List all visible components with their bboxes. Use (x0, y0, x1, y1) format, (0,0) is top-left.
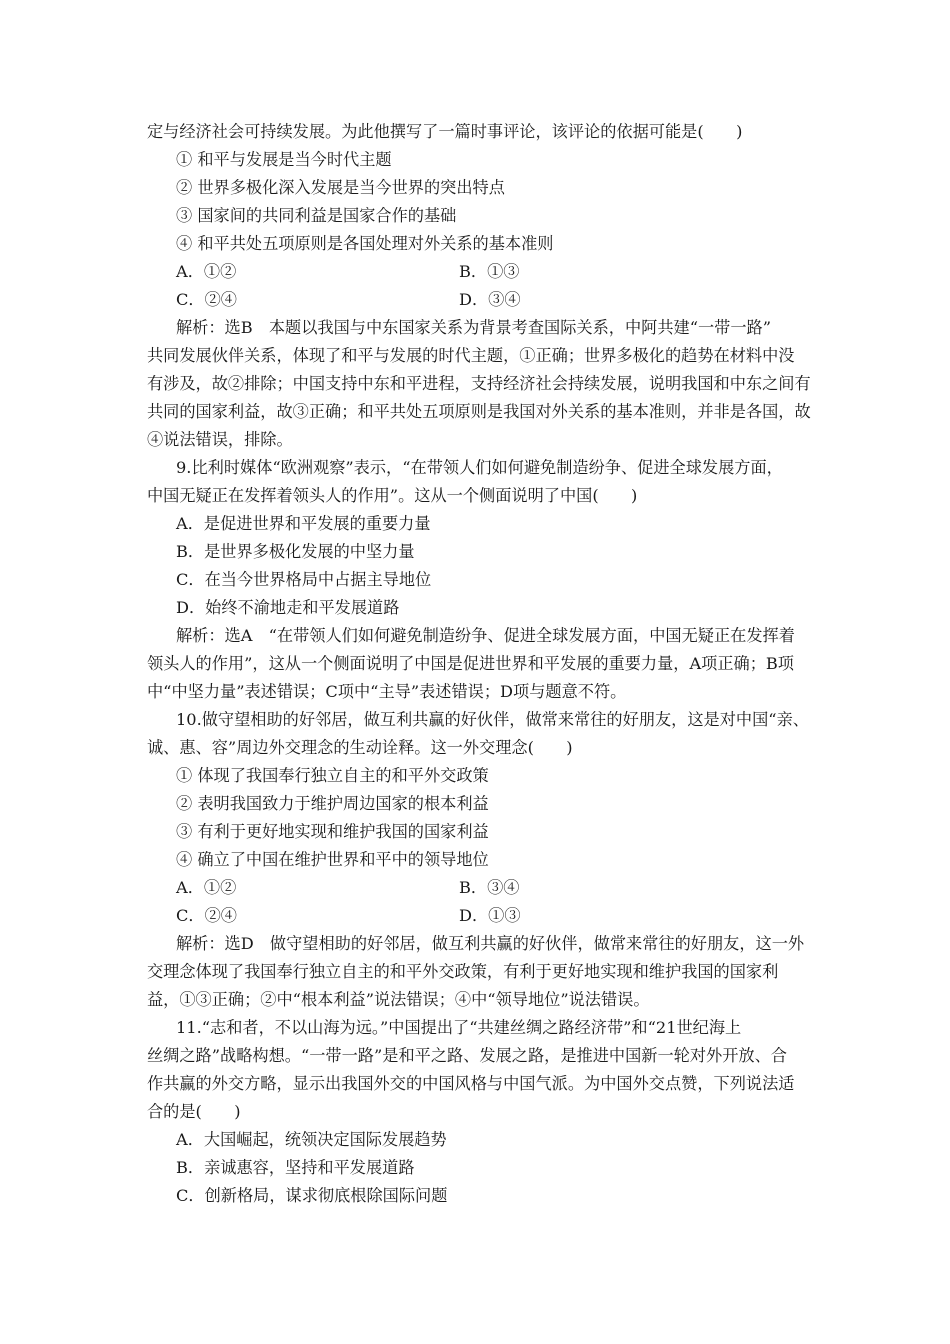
q8-option-d: D．③④ (459, 290, 521, 309)
q10-option-a: A．①② (176, 878, 237, 897)
q10-item-3: ③ 有利于更好地实现和维护我国的国家利益 (176, 822, 489, 841)
q9-option-d: D．始终不渝地走和平发展道路 (176, 598, 400, 617)
q10-option-b: B．③④ (459, 878, 520, 897)
q10-item-4: ④ 确立了中国在维护世界和平中的领导地位 (176, 850, 489, 869)
q10-option-d: D．①③ (459, 906, 521, 925)
q11-stem-line-2: 丝绸之路”战略构想。“一带一路”是和平之路、发展之路，是推进中国新一轮对外开放、合 (147, 1046, 787, 1065)
q8-item-2: ② 世界多极化深入发展是当今世界的突出特点 (176, 178, 505, 197)
q10-item-1: ① 体现了我国奉行独立自主的和平外交政策 (176, 766, 489, 785)
q8-analysis-line-5: ④说法错误，排除。 (147, 430, 293, 449)
q9-analysis-line-1: 解析：选A “在带领人们如何避免制造纷争、促进全球发展方面，中国无疑正在发挥着 (176, 626, 795, 645)
q8-analysis-line-3: 有涉及，故②排除；中国支持中东和平进程，支持经济社会持续发展，说明我国和中东之间有 (147, 374, 811, 393)
q10-stem-line-2: 诚、惠、容”周边外交理念的生动诠释。这一外交理念( ) (147, 738, 573, 757)
q8-option-c: C．②④ (176, 290, 237, 309)
q8-analysis-line-2: 共同发展伙伴关系，体现了和平与发展的时代主题，①正确；世界多极化的趋势在材料中没 (147, 346, 795, 365)
q8-item-1: ① 和平与发展是当今时代主题 (176, 150, 392, 169)
q10-analysis-line-2: 交理念体现了我国奉行独立自主的和平外交政策，有利于更好地实现和维护我国的国家利 (147, 962, 779, 981)
q8-analysis-line-1: 解析：选B 本题以我国与中东国家关系为背景考查国际关系，中阿共建“一带一路” (176, 318, 772, 337)
q11-option-b: B．亲诚惠容，坚持和平发展道路 (176, 1158, 415, 1177)
q9-option-b: B．是世界多极化发展的中坚力量 (176, 542, 415, 561)
q8-item-3: ③ 国家间的共同利益是国家合作的基础 (176, 206, 457, 225)
q8-analysis-line-4: 共同的国家利益，故③正确；和平共处五项原则是我国对外关系的基本准则，并非是各国，故 (147, 402, 811, 421)
q10-item-2: ② 表明我国致力于维护周边国家的根本利益 (176, 794, 489, 813)
q8-option-a: A．①② (176, 262, 237, 281)
q8-item-4: ④ 和平共处五项原则是各国处理对外关系的基本准则 (176, 234, 554, 253)
q10-analysis-line-1: 解析：选D 做守望相助的好邻居，做互利共赢的好伙伴，做常来常往的好朋友，这一外 (176, 934, 805, 953)
q11-stem-line-3: 作共赢的外交方略，显示出我国外交的中国风格与中国气派。为中国外交点赞，下列说法适 (147, 1074, 795, 1093)
q8-stem-continuation: 定与经济社会可持续发展。为此他撰写了一篇时事评论，该评论的依据可能是( ) (147, 122, 743, 141)
q9-stem-line-1: 9.比利时媒体“欧洲观察”表示，“在带领人们如何避免制造纷争、促进全球发展方面， (176, 458, 783, 477)
q9-option-a: A．是促进世界和平发展的重要力量 (176, 514, 431, 533)
q11-option-c: C．创新格局，谋求彻底根除国际问题 (176, 1186, 448, 1205)
q11-stem-line-4: 合的是( ) (147, 1102, 241, 1121)
q9-option-c: C．在当今世界格局中占据主导地位 (176, 570, 432, 589)
q10-analysis-line-3: 益，①③正确；②中“根本利益”说法错误；④中“领导地位”说法错误。 (147, 990, 650, 1009)
q8-option-b: B．①③ (459, 262, 520, 281)
q9-stem-line-2: 中国无疑正在发挥着领头人的作用”。这从一个侧面说明了中国( ) (147, 486, 638, 505)
q9-analysis-line-3: 中“中坚力量”表述错误；C项中“主导”表述错误；D项与题意不符。 (147, 682, 627, 701)
q10-stem-line-1: 10.做守望相助的好邻居，做互利共赢的好伙伴，做常来常往的好朋友，这是对中国“亲、 (176, 710, 809, 729)
q11-stem-line-1: 11.“志和者，不以山海为远。”中国提出了“共建丝绸之路经济带”和“21世纪海上 (176, 1018, 742, 1037)
q11-option-a: A．大国崛起，统领决定国际发展趋势 (176, 1130, 447, 1149)
q10-option-c: C．②④ (176, 906, 237, 925)
q9-analysis-line-2: 领头人的作用”，这从一个侧面说明了中国是促进世界和平发展的重要力量，A项正确；B项 (147, 654, 794, 673)
